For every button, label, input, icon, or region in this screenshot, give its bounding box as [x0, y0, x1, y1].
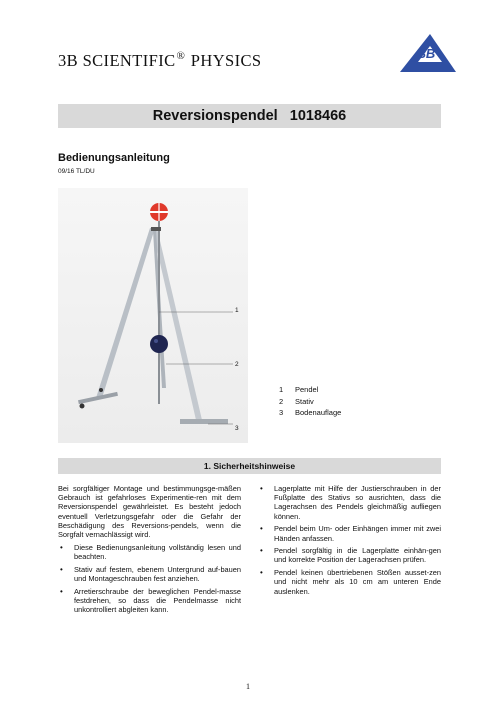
list-item: • Arretierschraube der beweglichen Pendel-masse festdrehen, so dass die Pendelmasse nicht unkontrolliert abgleiten kann. — [58, 587, 241, 615]
callout-2: 2 — [235, 361, 239, 368]
legend-label: Stativ — [295, 396, 314, 406]
figure-legend — [279, 384, 341, 419]
list-item: • Stativ auf festem, ebenem Untergrund auf-bauen und Montageschrauben fest anziehen. — [58, 565, 241, 583]
list-item: • Diese Bedienungsanleitung vollständig lesen und beachten. — [58, 543, 241, 561]
intro-paragraph: Bei sorgfältiger Montage und bestimmungsge-mäßen Gebrauch ist gefahrloses Experimentie-ren mit dem Reversionspendel gewährleistet. Es besteht jedoch eventuell Verletzungsgefahr oder die Gefahr der Beschädigung des Reversions-pendels, wenn die Sorgfalt vernachlässigt wird. — [58, 484, 241, 540]
list-item: • Lagerplatte mit Hilfe der Justierschrauben in der Fußplatte des Stativs so ausrichten, dass die Lagerachsen des Pendels gleichmäßig aufliegen können. — [258, 484, 441, 521]
document-id: 09/16 TL/DU — [58, 168, 95, 175]
product-photo — [58, 188, 248, 443]
subtitle: Bedienungsanleitung — [58, 152, 170, 164]
legend-item — [279, 407, 341, 419]
legend-number: 3 — [279, 408, 284, 417]
legend-number: 1 — [279, 385, 284, 394]
legend-number: 2 — [279, 396, 284, 406]
document-title: Reversionspendel 1018466 — [152, 108, 347, 124]
title-bar — [58, 104, 441, 128]
callout-1: 1 — [235, 307, 239, 314]
left-column — [58, 484, 241, 618]
3b-logo-icon — [396, 32, 458, 74]
svg-text:3B: 3B — [418, 46, 436, 61]
list-item: • Pendel beim Um- oder Einhängen immer mit zwei Händen anfassen. — [258, 524, 441, 542]
callout-3: 3 — [235, 425, 239, 432]
right-column — [258, 484, 441, 599]
list-item: • Pendel sorgfältig in die Lagerplatte einhän-gen und korrekte Position der Lagerachsen prüfen. — [258, 546, 441, 564]
left-bullet-list — [58, 543, 241, 614]
legend-item — [279, 384, 341, 396]
legend-label: Bodenauflage — [295, 408, 342, 417]
section-title: 1. Sicherheitshinweise — [203, 461, 296, 471]
brand-wordmark: 3B SCIENTIFIC® PHYSICS — [58, 50, 262, 70]
right-bullet-list — [258, 484, 441, 596]
legend-item — [279, 396, 341, 408]
list-item: • Pendel keinen übertriebenen Stößen ausset-zen und nicht mehr als 10 cm am unteren Ende auslenken. — [258, 568, 441, 596]
legend-label: Pendel — [295, 385, 319, 394]
section-heading-bar — [58, 458, 441, 474]
page-number: 1 — [246, 682, 250, 691]
